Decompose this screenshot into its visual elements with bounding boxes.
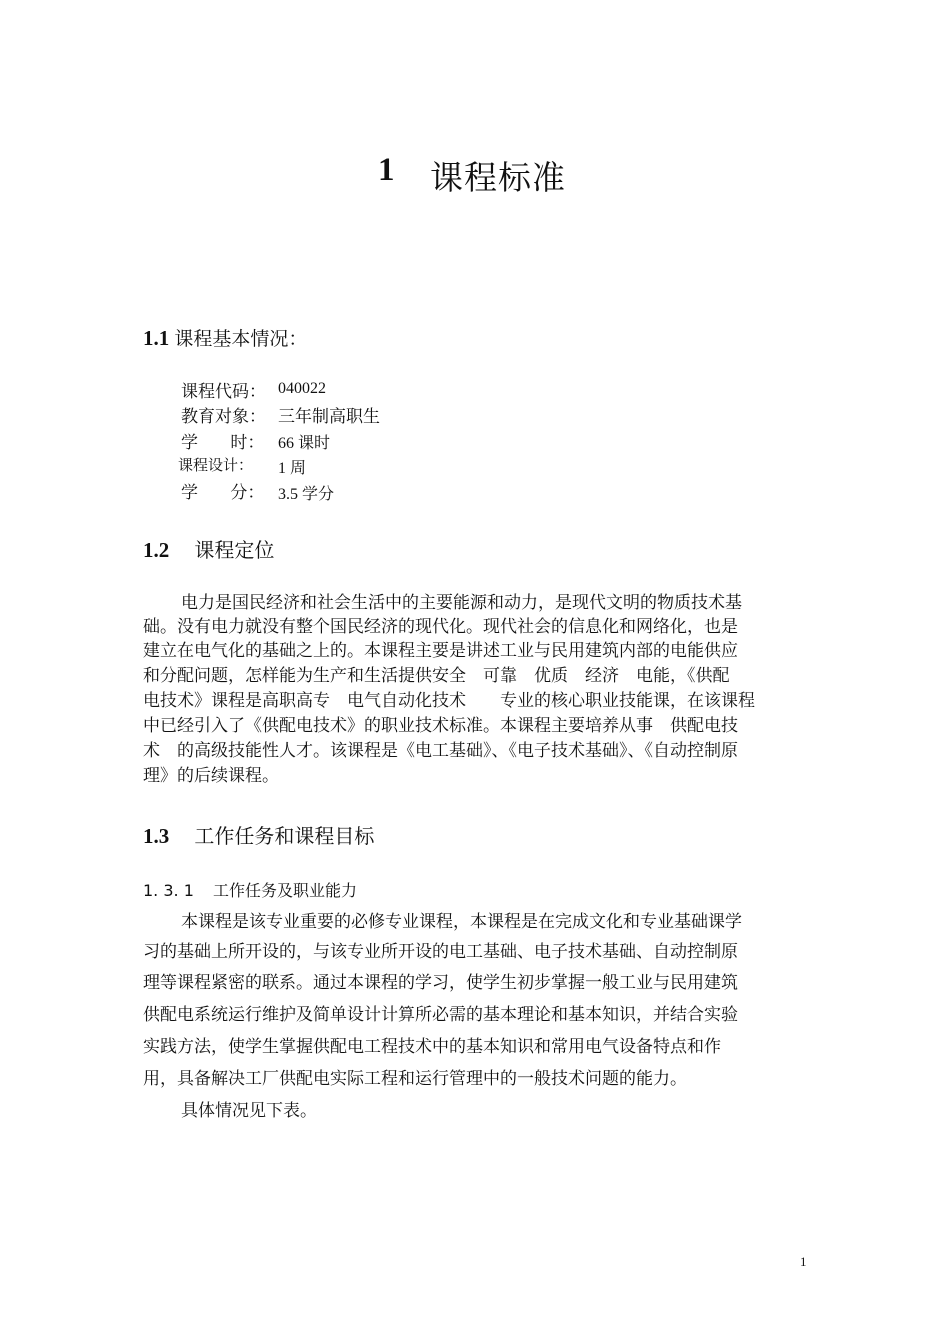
para-1-2-line-5: 电技术》课程是高职高专 电气自动化技术 专业的核心职业技能课，在该课程 [143, 691, 755, 711]
subsection-1-3-1-heading [143, 878, 357, 901]
para-1-3-line-4: 供配电系统运行维护及简单设计计算所必需的基本理论和基本知识，并结合实验 [143, 1005, 738, 1025]
para-1-2-line-8: 理》的后续课程。 [143, 766, 279, 786]
section-title: 课程定位 [194, 538, 275, 562]
para-1-3-line-3: 理等课程紧密的联系。通过本课程的学习，使学生初步掌握一般工业与民用建筑 [143, 973, 738, 993]
chapter-title: 课程标准 [430, 158, 566, 197]
section-1-2-heading [143, 534, 274, 563]
page-number: 1 [800, 1254, 807, 1269]
para-1-2-line-1: 电力是国民经济和社会生活中的主要能源和动力，是现代文明的物质技术基 [181, 593, 742, 613]
design-label: 课程设计： [178, 456, 254, 474]
para-1-2-line-3: 建立在电气化的基础之上的。本课程主要是讲述工业与民用建筑内部的电能供应 [143, 641, 738, 661]
para-1-3-line-6: 用，具备解决工厂供配电实际工程和运行管理中的一般技术问题的能力。 [143, 1069, 687, 1089]
para-1-2-line-7: 术 的高级技能性人才。该课程是《电工基础》、《电子技术基础》、《自动控制原 [143, 741, 738, 761]
hours-label: 学 时： [181, 433, 265, 453]
credits-value: 3.5 学分 [278, 486, 335, 503]
section-number: 1.3 [143, 824, 170, 848]
para-1-2-line-6: 中已经引入了《供配电技术》的职业技术标准。本课程主要培养从事 供配电技 [143, 716, 738, 736]
audience-value: 三年制高职生 [278, 407, 380, 427]
para-1-3-line-7: 具体情况见下表。 [181, 1101, 317, 1121]
para-1-3-line-2: 习的基础上所开设的，与该专业所开设的电工基础、电子技术基础、自动控制原 [143, 942, 738, 962]
para-1-2-line-4: 和分配问题，怎样能为生产和生活提供安全 可靠 优质 经济 电能，《供配 [143, 666, 730, 686]
hours-value: 66 课时 [278, 435, 331, 452]
section-title: 工作任务和课程目标 [194, 824, 375, 848]
credits-label: 学 分： [181, 483, 265, 503]
para-1-3-line-5: 实践方法，使学生掌握供配电工程技术中的基本知识和常用电气设备特点和作 [143, 1037, 721, 1057]
course-code-value: 040022 [278, 380, 326, 397]
course-code-label: 课程代码： [181, 382, 266, 402]
chapter-number: 1 [378, 152, 395, 188]
subsection-number: 1. 3. 1 [143, 881, 194, 900]
para-1-3-line-1: 本课程是该专业重要的必修专业课程，本课程是在完成文化和专业基础课学 [181, 912, 742, 932]
section-number: 1.2 [143, 538, 170, 562]
design-value: 1 周 [278, 460, 307, 477]
audience-label: 教育对象： [181, 407, 266, 427]
section-1-3-heading [143, 820, 374, 849]
section-number: 1.1 [143, 326, 170, 350]
subsection-title: 工作任务及职业能力 [212, 881, 357, 900]
para-1-2-line-2: 础。没有电力就没有整个国民经济的现代化。现代社会的信息化和网络化，也是 [143, 617, 738, 637]
section-1-1-heading [143, 324, 307, 351]
section-title: 课程基本情况： [174, 328, 308, 350]
